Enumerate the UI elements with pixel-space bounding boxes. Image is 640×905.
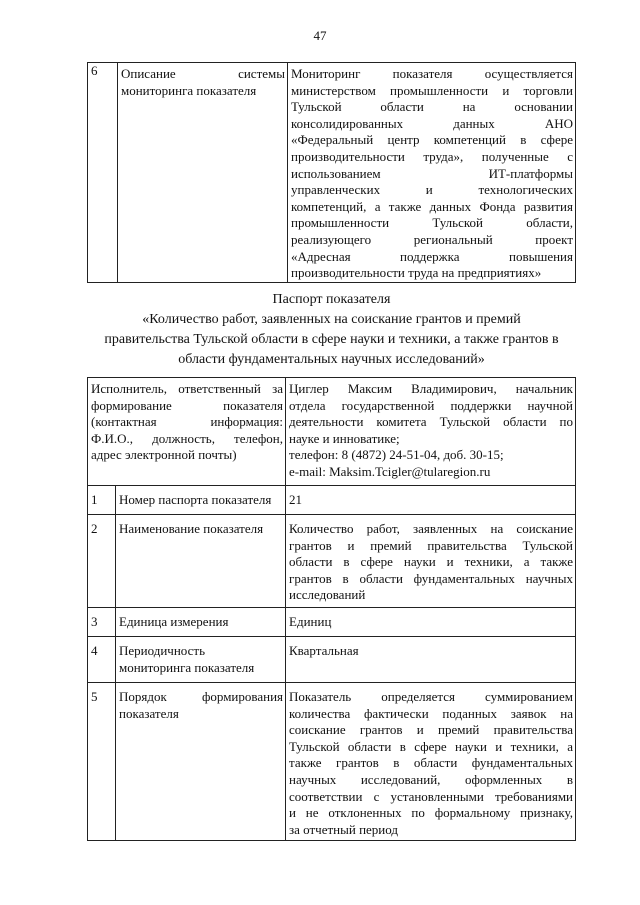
value-line: области в сфере науки и техники, а также	[289, 554, 573, 570]
value-line: консолидированных данных АНО	[291, 115, 573, 131]
value-line: Количество работ, заявленных на соискание	[289, 521, 573, 536]
row-value: Единиц	[286, 608, 576, 637]
executor-label	[88, 378, 286, 486]
value-line: министерством промышленности и торговли	[291, 82, 573, 98]
value-line: Циглер Максим Владимирович, начальник	[289, 381, 573, 396]
table-row	[88, 608, 576, 637]
label-line: (контактная информация:	[91, 414, 284, 430]
page-number: 47	[313, 28, 327, 43]
row-number: 6	[88, 63, 118, 283]
row-number: 4	[88, 637, 116, 683]
table-row	[88, 515, 576, 608]
value-line: промышленности Тульской области,	[291, 215, 573, 231]
label-line: мониторинга показателя	[121, 82, 257, 98]
value-line: грантов в области фундаментальных научных	[289, 570, 573, 586]
row-value: 21	[286, 486, 576, 515]
row-number: 2	[88, 515, 116, 608]
table-row	[88, 486, 576, 515]
heading-line: области фундаментальных научных исследований»	[178, 352, 485, 367]
value-line: также грантов в области фундаментальных	[289, 755, 573, 771]
row-label: Единица измерения	[116, 608, 286, 637]
table-row	[88, 63, 576, 283]
table-row	[88, 378, 576, 486]
passport-table	[87, 377, 576, 841]
value-line: телефон: 8 (4872) 24-51-04, доб. 30-15;	[289, 447, 504, 463]
value-line: научных исследований, оформленных в	[289, 771, 573, 787]
table-row	[88, 637, 576, 683]
row-value: Квартальная	[286, 637, 576, 683]
label-line: мониторинга показателя	[119, 659, 255, 675]
label-line: Порядок формирования	[119, 689, 284, 704]
value-line: отдела государственной поддержки научной	[289, 397, 573, 413]
table-continuation	[87, 62, 576, 283]
value-line: количества фактически поданных заявок на	[289, 705, 573, 721]
value-line: деятельности комитета Тульской области по	[289, 414, 573, 430]
row-label	[116, 683, 286, 841]
heading-line: правительства Тульской области в сфере науки и техники, а также грантов в	[104, 332, 559, 347]
passport-heading	[87, 290, 576, 370]
label-line: Описание системы	[121, 66, 285, 81]
value-line: e-mail: Maksim.Tcigler@tularegion.ru	[289, 463, 491, 479]
value-line: производительности труда», полученные с	[291, 148, 573, 164]
value-line: Тульской области на основании	[291, 99, 573, 115]
value-line: использованием ИТ-платформы	[291, 165, 573, 181]
row-value	[286, 515, 576, 608]
row-label	[118, 63, 288, 283]
value-line: грантов и премий правительства Тульской	[289, 537, 573, 553]
row-label: Наименование показателя	[116, 515, 286, 608]
value-line: управленческих и технологических	[291, 182, 573, 198]
value-line: науке и инноватике;	[289, 430, 400, 446]
value-line: компетенций, а также данных Фонда развития	[291, 198, 573, 214]
row-number: 5	[88, 683, 116, 841]
value-line: реализующего региональный проект	[291, 231, 573, 247]
row-label: Номер паспорта показателя	[116, 486, 286, 515]
row-value	[288, 63, 576, 283]
row-number: 1	[88, 486, 116, 515]
value-line: исследований	[289, 587, 366, 603]
value-line: «Федеральный центр компетенций в сфере	[291, 132, 573, 148]
value-line: Показатель определяется суммированием	[289, 689, 573, 704]
executor-value	[286, 378, 576, 486]
heading-line: «Количество работ, заявленных на соискание грантов и премий	[142, 312, 521, 327]
value-line: производительности труда на предприятиях»	[291, 265, 542, 281]
value-line: Тульской области в сфере науки и техники, а	[289, 738, 573, 754]
label-line: Периодичность	[119, 643, 206, 658]
row-value	[286, 683, 576, 841]
value-line: за отчетный период	[289, 821, 398, 837]
table-row	[88, 683, 576, 841]
value-line: и не отклоненных по формальному признаку,	[289, 805, 573, 821]
label-line: Исполнитель, ответственный за	[91, 381, 284, 396]
label-line: Ф.И.О., должность, телефон,	[91, 430, 284, 446]
label-line: формирование показателя	[91, 397, 284, 413]
value-line: соискание грантов и премий правительства	[289, 722, 573, 738]
label-line: показателя	[119, 705, 179, 721]
heading-title: Паспорт показателя	[272, 292, 391, 307]
value-line: соответствии с установленными требованиями	[289, 788, 573, 804]
value-line: «Адресная поддержка повышения	[291, 248, 573, 264]
row-number: 3	[88, 608, 116, 637]
label-line: адрес электронной почты)	[91, 447, 237, 463]
value-line: Мониторинг показателя осуществляется	[291, 66, 573, 81]
row-label	[116, 637, 286, 683]
